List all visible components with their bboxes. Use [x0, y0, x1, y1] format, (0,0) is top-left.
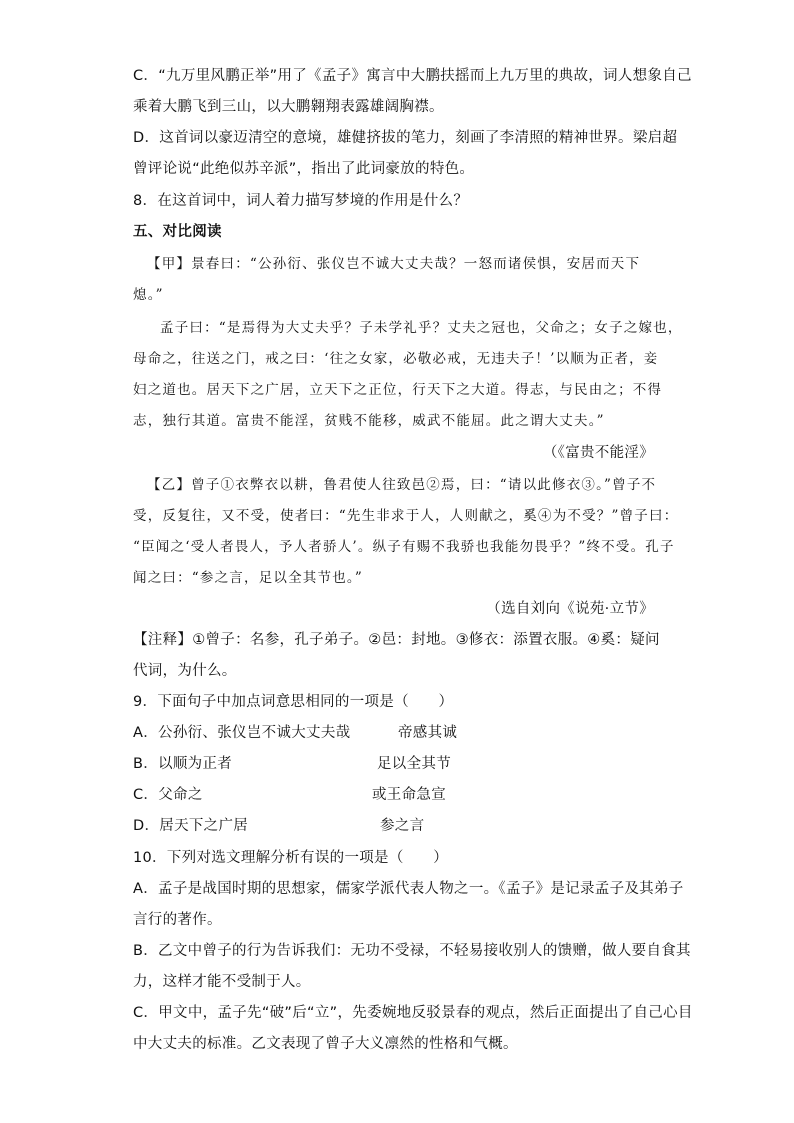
option-d-line2: 曾评论说“此绝似苏辛派”，指出了此词豪放的特色。 [133, 161, 475, 177]
q9-option-c-left: C．父命之 [133, 787, 203, 803]
passage-yi-line1: 【乙】曾子①衣弊衣以耕，鲁君使人往致邑②焉，曰：“请以此修衣③。”曾子不 [147, 477, 657, 493]
q9-option-a [133, 723, 350, 743]
passage-jia-line2: 熄。” [133, 287, 164, 303]
passage-yi-line3: “臣闻之‘受人者畏人，予人者骄人’。纵子有赐不我骄也我能勿畏乎？”终不受。孔子 [133, 539, 675, 555]
q9-option-a-left: A．公孙衍、张仪岂不诚大丈夫哉 [133, 725, 351, 741]
q9-option-a-right: 帝感其诚 [398, 725, 458, 741]
q9-option-b-right: 足以全其节 [377, 756, 451, 772]
notes-line1: 【注释】①曾子：名参，孔子弟子。②邑：封地。③修衣：添置衣服。④奚：疑问 [133, 632, 660, 648]
passage-yi-line2: 受，反复往，又不受，使者曰：“先生非求于人，人则献之，奚④为不受？”曾子曰： [133, 508, 679, 524]
passage-jia-line3: 孟子曰：“是焉得为大丈夫乎？子未学礼乎？丈夫之冠也，父命之；女子之嫁也， [160, 320, 683, 336]
question-10: 10．下列对选文理解分析有误的一项是（ ） [133, 850, 449, 866]
q10-option-c-line1: C．甲文中，孟子先“破”后“立”，先委婉地反驳景春的观点，然后正面提出了自己心目 [133, 1005, 693, 1021]
option-d-line1: D．这首词以豪迈清空的意境，雄健挤拔的笔力，刻画了李清照的精神世界。梁启超 [133, 130, 678, 146]
question-8: 8．在这首词中，词人着力描写梦境的作用是什么？ [133, 193, 469, 209]
passage-yi-line4: 闻之曰：“参之言，足以全其节也。” [133, 570, 363, 586]
passage-jia-line1: 【甲】景春曰：“公孙衍、张仪岂不诚大丈夫哉？一怒而诸侯惧，安居而天下 [147, 256, 641, 272]
q9-option-c-right: 或王命急宣 [372, 787, 446, 803]
q10-option-a-line1: A．孟子是战国时期的思想家，儒家学派代表人物之一。《孟子》是记录孟子及其弟子 [133, 881, 684, 897]
passage-jia-source: （《富贵不能淫》 [542, 445, 654, 461]
section-title: 五、对比阅读 [133, 224, 222, 240]
q10-option-c-line2: 中大丈夫的标准。乙文表现了曾子大义凛然的性格和气概。 [133, 1036, 518, 1052]
q10-option-b-line2: 力，这样才能不受制于人。 [133, 974, 311, 990]
passage-yi-source: （选自刘向《说苑·立节》 [486, 601, 654, 617]
passage-jia-line5: 妇之道也。居天下之广居，立天下之正位，行天下之大道。得志，与民由之；不得 [133, 382, 663, 398]
passage-jia-line4: 母命之，往送之门，戒之曰：‘往之女家，必敬必戒，无违夫子！’以顺为正者，妾 [133, 351, 659, 367]
q9-option-d-right: 参之言 [380, 818, 425, 834]
option-c-line2: 乘着大鹏飞到三山，以大鹏翱翔表露雄阔胸襟。 [133, 99, 444, 115]
q10-option-b-line1: B．乙文中曾子的行为告诉我们：无功不受禄，不轻易接收别人的馈赠，做人要自食其 [133, 943, 691, 959]
q9-option-d-left: D．居天下之广居 [133, 818, 249, 834]
passage-jia-line6: 志，独行其道。富贵不能淫，贫贱不能移，威武不能屈。此之谓大丈夫。” [133, 413, 605, 429]
notes-line2: 代词，为什么。 [133, 663, 237, 679]
q10-option-a-line2: 言行的著作。 [133, 912, 222, 928]
option-c-line1: C．“九万里风鹏正举”用了《孟子》寓言中大鹏扶摇而上九万里的典故，词人想象自己 [133, 68, 692, 84]
question-9: 9．下面句子中加点词意思相同的一项是（ ） [133, 694, 454, 710]
q9-option-b-left: B．以顺为正者 [133, 756, 233, 772]
